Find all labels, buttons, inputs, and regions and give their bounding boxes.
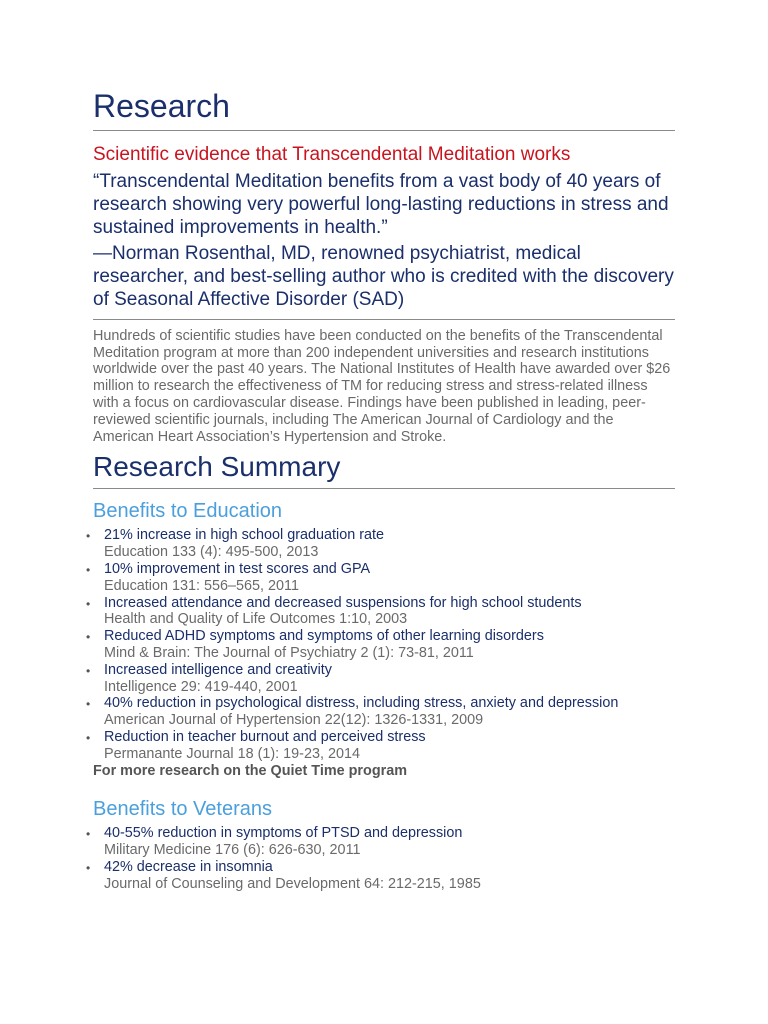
research-page: [86, 86, 675, 893]
bullet-icon: •: [86, 697, 91, 712]
bullet-icon: •: [86, 630, 91, 645]
testimonial-quote: “Transcendental Meditation benefits from a vast body of 40 years of research showing very powerful long-lasting reductions in stress and sustained improvements in health.”: [93, 171, 669, 238]
list-item: [86, 858, 675, 893]
bullet-icon: •: [86, 663, 91, 678]
research-citation: Education 131: 556–565, 2011: [104, 577, 299, 594]
research-citation: Military Medicine 176 (6): 626-630, 2011: [104, 842, 361, 859]
bullet-icon: •: [86, 730, 91, 745]
education-list: [86, 527, 675, 762]
research-claim-link[interactable]: Reduction in teacher burnout and perceived stress: [104, 728, 426, 745]
bullet-icon: •: [86, 860, 91, 875]
research-citation: Health and Quality of Life Outcomes 1:10, 2003: [104, 611, 408, 628]
research-citation: Intelligence 29: 419-440, 2001: [104, 678, 298, 695]
research-claim-link[interactable]: Increased intelligence and creativity: [104, 661, 332, 678]
bullet-icon: •: [86, 529, 91, 544]
list-item: [86, 560, 675, 595]
research-claim-link[interactable]: 40% reduction in psychological distress, including stress, anxiety and depression: [104, 695, 619, 712]
intro-paragraph: Hundreds of scientific studies have been conducted on the benefits of the Transcendental Meditation program at more than 200 independent universities and research institutions worldwide over the past 40 years. The National Institutes of Health have awarded over $26 million to research the effectiveness of TM for reducing stress and stress-related illness with a focus on cardiovascular disease. Findings have been published in leading, peer-reviewed scientific journals, including The American Journal of Cardiology and the American Heart Association’s Hypertension and Stroke.: [93, 327, 671, 445]
veterans-heading: Benefits to Veterans: [93, 798, 273, 821]
testimonial-attribution: —Norman Rosenthal, MD, renowned psychiatrist, medical researcher, and best-selling author who is credited with the discovery of Seasonal Affective Disorder (SAD): [93, 243, 674, 310]
more-research-link[interactable]: For more research on the Quiet Time program: [93, 762, 408, 779]
research-claim-link[interactable]: Increased attendance and decreased suspensions for high school students: [104, 594, 582, 611]
list-item: [86, 594, 675, 629]
bullet-icon: •: [86, 562, 91, 577]
page-title: Research: [93, 88, 230, 124]
research-claim-link[interactable]: 10% improvement in test scores and GPA: [104, 560, 371, 577]
education-heading: Benefits to Education: [93, 500, 283, 523]
summary-title: Research Summary: [93, 451, 341, 483]
research-citation: American Journal of Hypertension 22(12): 1326-1331, 2009: [104, 712, 484, 729]
title-divider: [93, 130, 675, 131]
research-citation: Journal of Counseling and Development 64: 212-215, 1985: [104, 875, 481, 892]
quote-divider: [93, 319, 675, 320]
list-item: [86, 695, 675, 729]
bullet-icon: •: [86, 596, 91, 611]
research-claim-link[interactable]: 40-55% reduction in symptoms of PTSD and depression: [104, 825, 463, 842]
research-claim-link[interactable]: Reduced ADHD symptoms and symptoms of other learning disorders: [104, 628, 544, 645]
list-item: [86, 661, 675, 696]
page-subtitle: Scientific evidence that Transcendental Meditation works: [93, 144, 571, 165]
research-citation: Mind & Brain: The Journal of Psychiatry 2 (1): 73-81, 2011: [104, 644, 474, 661]
list-item: [86, 628, 675, 662]
list-item: [86, 825, 675, 859]
veterans-list: [86, 825, 675, 892]
list-item: [86, 728, 675, 763]
list-item: [86, 527, 675, 561]
summary-divider: [93, 488, 675, 489]
research-claim-link[interactable]: 21% increase in high school graduation rate: [104, 527, 384, 544]
research-citation: Permanante Journal 18 (1): 19-23, 2014: [104, 745, 360, 762]
research-claim-link[interactable]: 42% decrease in insomnia: [104, 858, 273, 875]
research-citation: Education 133 (4): 495-500, 2013: [104, 544, 319, 561]
bullet-icon: •: [86, 827, 91, 842]
